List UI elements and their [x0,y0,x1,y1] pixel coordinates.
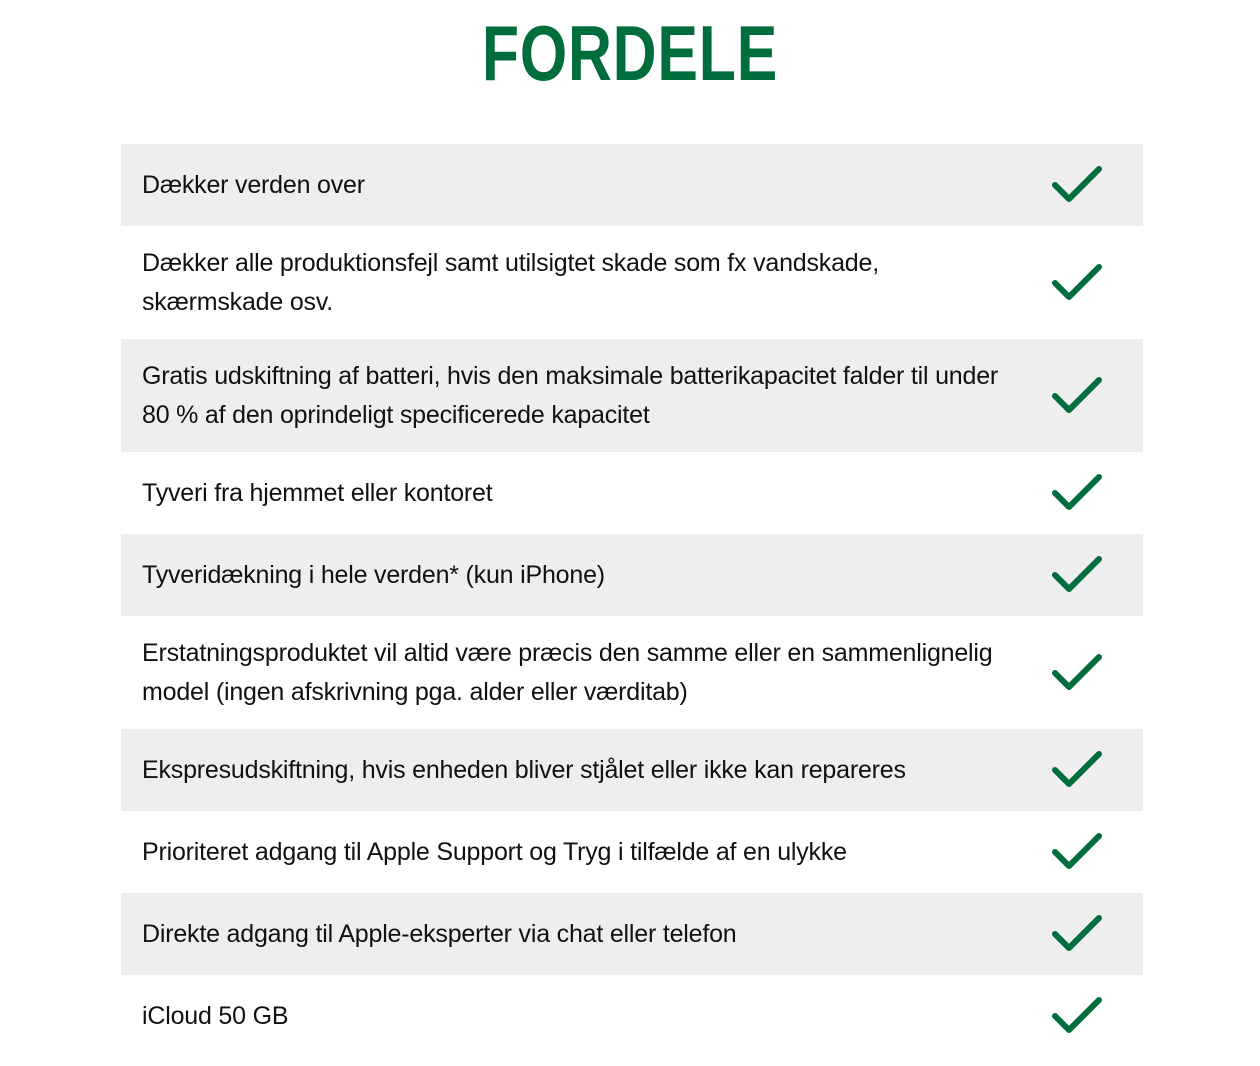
table-row [121,144,1143,226]
check-icon [1051,555,1103,595]
check-icon [1051,914,1103,954]
table-row [121,226,1143,339]
check-icon [1051,376,1103,416]
benefit-text: Tyveridækning i hele verden* (kun iPhone) [142,560,605,589]
benefit-text: Ekspresudskiftning, hvis enheden bliver stjålet eller ikke kan repareres [142,755,906,784]
benefits-table [121,144,1143,1057]
table-row [121,729,1143,811]
check-icon [1051,832,1103,872]
table-row [121,975,1143,1057]
table-row [121,534,1143,616]
table-row [121,811,1143,893]
table-row [121,616,1143,729]
benefit-text: Erstatningsproduktet vil altid være præcis den samme eller en sammenlignelig model (ingen afskrivning pga. alder eller værditab) [142,638,993,706]
benefit-text: Dækker verden over [142,170,365,199]
check-icon [1051,263,1103,303]
benefit-text: Direkte adgang til Apple-eksperter via chat eller telefon [142,919,737,948]
check-icon [1051,653,1103,693]
benefit-text: iCloud 50 GB [142,1001,289,1030]
benefit-text: Prioriteret adgang til Apple Support og Tryg i tilfælde af en ulykke [142,837,847,866]
benefit-text: Tyveri fra hjemmet eller kontoret [142,478,493,507]
check-icon [1051,473,1103,513]
check-icon [1051,165,1103,205]
benefit-text: Dækker alle produktionsfejl samt utilsigtet skade som fx vandskade, skærmskade osv. [142,248,879,316]
check-icon [1051,996,1103,1036]
page-title: FORDELE [481,9,779,97]
table-row [121,339,1143,452]
table-row [121,452,1143,534]
benefit-text: Gratis udskiftning af batteri, hvis den maksimale batterikapacitet falder til under 80 % af den oprindeligt specificerede kapacitet [142,361,999,429]
check-icon [1051,750,1103,790]
table-row [121,893,1143,975]
